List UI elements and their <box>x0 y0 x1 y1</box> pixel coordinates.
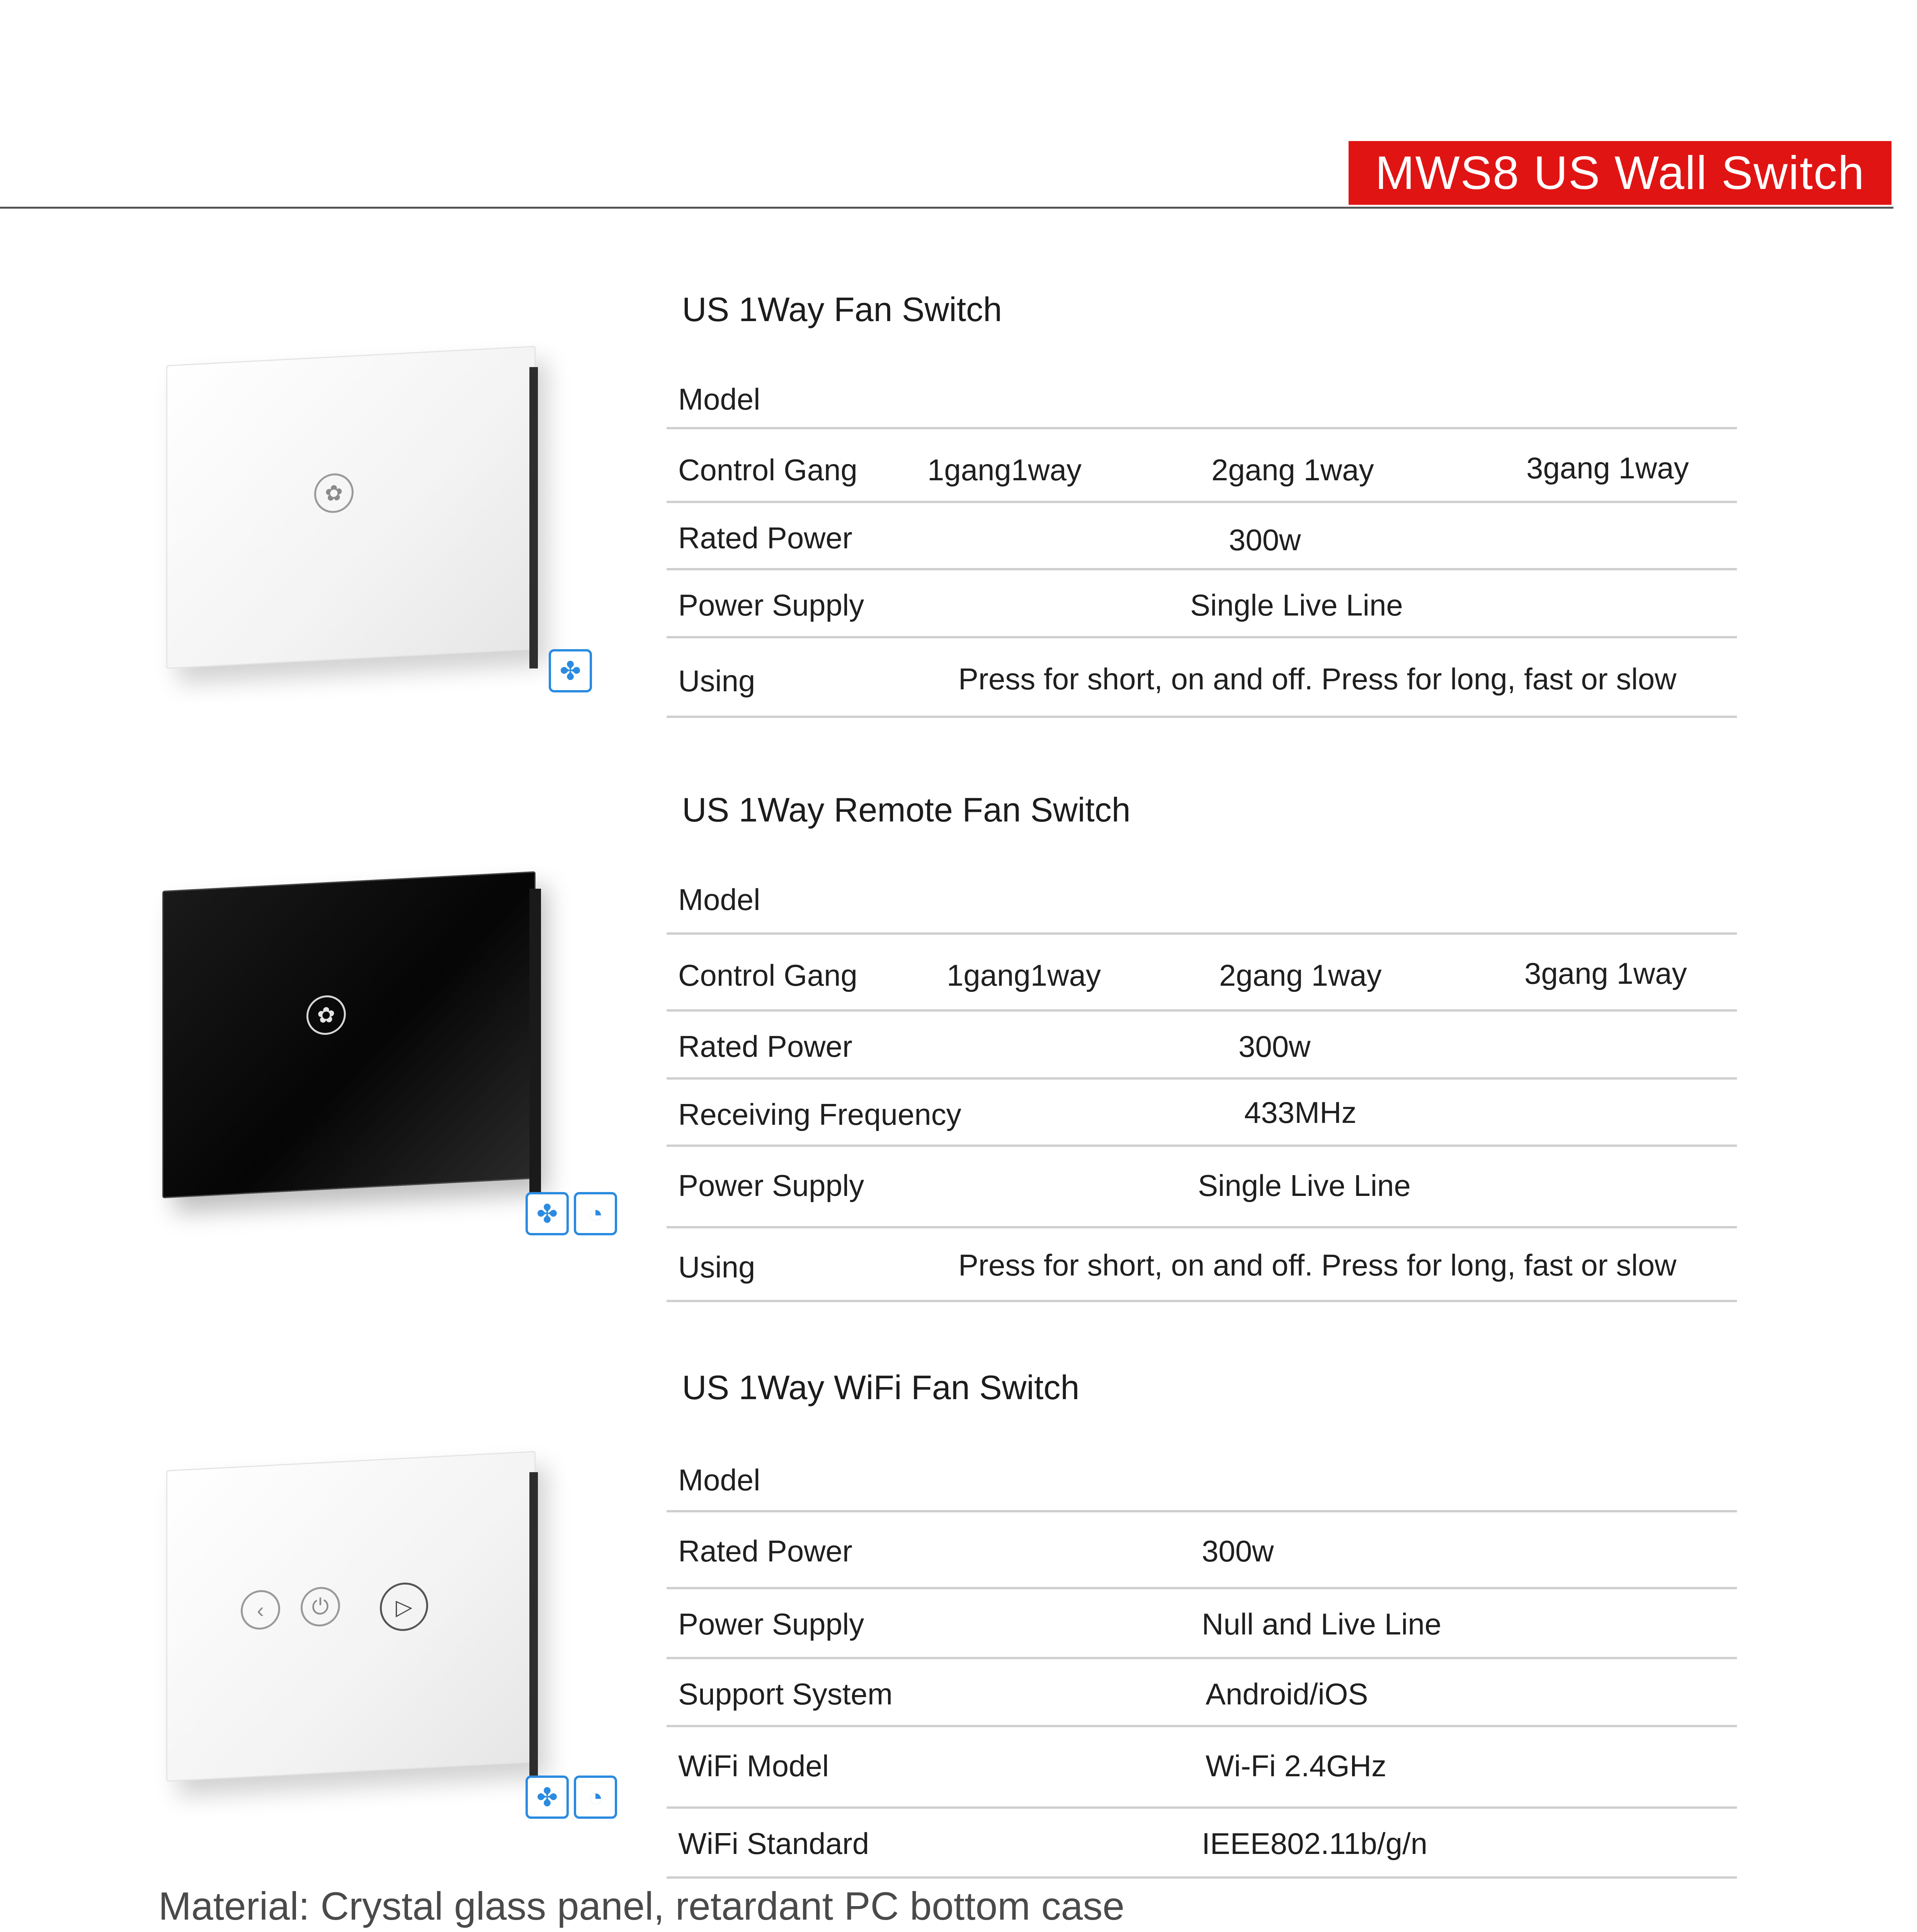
spec-table <box>667 367 1737 718</box>
row-power-supply: Power Supply Single Live Line <box>667 1147 1737 1228</box>
power-key-icon: ⏻ <box>301 1586 340 1627</box>
row-wifi-standard: WiFi Standard IEEE802.11b/g/n <box>667 1809 1737 1879</box>
material-spec: Material: Crystal glass panel, retardant PC bottom case <box>158 1884 1125 1928</box>
row-rated-power: Rated Power 300w <box>667 503 1737 570</box>
wifi-signal-icon: ◔ <box>574 1776 617 1819</box>
fan-icon: ✤ <box>526 1776 569 1819</box>
page-title-badge: MWS8 US Wall Switch <box>1349 141 1891 205</box>
fan-touch-key-icon: ✿ <box>314 473 354 514</box>
speed-up-key-icon: ▷ <box>380 1582 428 1633</box>
section-title: US 1Way Fan Switch <box>682 290 1002 328</box>
row-using: Using Press for short, on and off. Press for long, fast or slow <box>667 638 1737 718</box>
row-rated-power: Rated Power 300w <box>667 1512 1737 1589</box>
row-power-supply: Power Supply Null and Live Line <box>667 1589 1737 1659</box>
spec-table <box>667 867 1737 1302</box>
row-support-system: Support System Android/iOS <box>667 1659 1737 1727</box>
row-model: Model <box>667 867 1737 935</box>
fan-icon: ✤ <box>526 1192 569 1235</box>
row-power-supply: Power Supply Single Live Line <box>667 570 1737 638</box>
row-control-gang: Control Gang 1gang1way 2gang 1way 3gang 1way <box>667 429 1737 503</box>
row-model: Model <box>667 367 1737 429</box>
row-wifi-model: WiFi Model Wi-Fi 2.4GHz <box>667 1727 1737 1809</box>
speed-down-key-icon: ‹ <box>241 1589 280 1631</box>
spec-table <box>667 1447 1737 1879</box>
row-receiving-frequency: Receiving Frequency 433MHz <box>667 1080 1737 1147</box>
row-using: Using Press for short, on and off. Press for long, fast or slow <box>667 1228 1737 1302</box>
row-rated-power: Rated Power 300w <box>667 1012 1737 1080</box>
fan-touch-key-icon: ✿ <box>306 994 346 1036</box>
row-model: Model <box>667 1447 1737 1512</box>
row-control-gang: Control Gang 1gang1way 2gang 1way 3gang 1way <box>667 935 1737 1012</box>
section-title: US 1Way WiFi Fan Switch <box>682 1368 1080 1406</box>
header-divider <box>0 207 1893 209</box>
remote-signal-icon: ◔ <box>574 1192 617 1235</box>
fan-icon: ✤ <box>549 649 592 692</box>
section-title: US 1Way Remote Fan Switch <box>682 791 1131 829</box>
